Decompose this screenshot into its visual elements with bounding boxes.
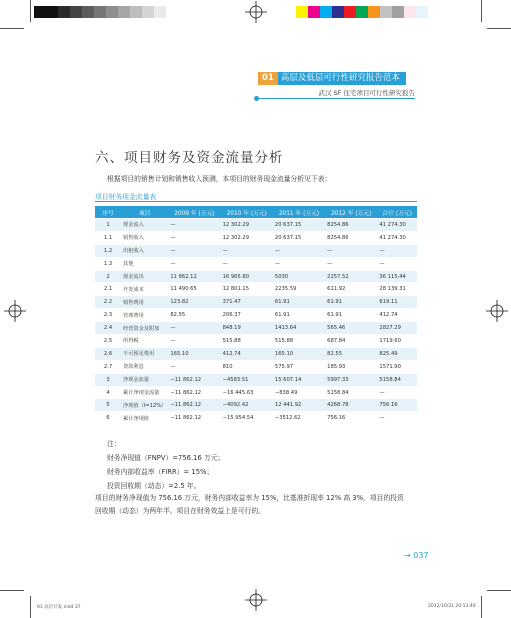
table-cell: −4092.42 (221, 399, 273, 412)
column-header: 2009 年 (万元) (168, 206, 220, 219)
table-row (95, 219, 417, 232)
crop-mark (0, 590, 24, 591)
color-swatch (142, 6, 154, 18)
table-cell: 28 139.31 (377, 283, 417, 296)
color-swatch (356, 6, 368, 18)
table-cell: 61.91 (325, 296, 377, 309)
color-swatch (368, 6, 380, 18)
table-cell: 371.47 (221, 296, 273, 309)
table-cell: 848.19 (221, 322, 273, 335)
note-firr: 财务内部收益率（FIRR）= 15%； (107, 468, 214, 476)
crop-mark (481, 596, 482, 618)
table-row (95, 283, 417, 296)
table-cell: 515.88 (221, 335, 273, 348)
table-cell: −11 862.12 (168, 399, 220, 412)
table-cell: 15 607.14 (273, 373, 325, 386)
table-cell: 5 (95, 399, 121, 412)
conclusion-paragraph (95, 492, 417, 518)
table-cell: 61.91 (273, 309, 325, 322)
table-cell: 5158.84 (377, 373, 417, 386)
color-swatch (332, 6, 344, 18)
table-cell: — (325, 257, 377, 270)
table-cell: 销售收入 (121, 231, 168, 244)
table-cell: 810 (221, 360, 273, 373)
table-cell: 3 (95, 373, 121, 386)
table-cell: 2.5 (95, 335, 121, 348)
table-cell: 1.1 (95, 231, 121, 244)
column-header: 合计 (万元) (377, 206, 417, 219)
table-cell: −838.49 (273, 386, 325, 399)
table-cell: 206.37 (221, 309, 273, 322)
table-cell: 12 302.29 (221, 231, 273, 244)
table-cell: 5030 (273, 270, 325, 283)
table-cell: 16 965.80 (221, 270, 273, 283)
table-cell: 2.6 (95, 347, 121, 360)
table-cell: 165.10 (273, 347, 325, 360)
table-cell: −11 862.12 (168, 373, 220, 386)
intro-paragraph: 根据项目的销售计划和销售收入预测，本项目的财务现金流量分析见下表： (107, 175, 332, 183)
column-header: 项目 (121, 206, 168, 219)
table-cell: — (377, 257, 417, 270)
table-header-row (95, 206, 417, 219)
table-cell: 1571.90 (377, 360, 417, 373)
table-cell: 11 490.65 (168, 283, 220, 296)
color-swatch (58, 6, 70, 18)
color-swatch (46, 6, 58, 18)
table-cell: 687.84 (325, 335, 377, 348)
table-cell: 12 441.92 (273, 399, 325, 412)
note-fnpv: 财务净现值（FNPV）=756.16 万元； (107, 454, 225, 462)
color-swatch (296, 6, 308, 18)
table-row (95, 347, 417, 360)
table-cell: — (273, 244, 325, 257)
table-cell: 82.55 (168, 309, 220, 322)
table-cell: 2235.59 (273, 283, 325, 296)
table-cell: — (168, 244, 220, 257)
table-cell: 现金流入 (121, 219, 168, 232)
color-swatch (94, 6, 106, 18)
table-title-rule (95, 201, 417, 202)
registration-mark-right (486, 300, 508, 322)
table-cell: 4 (95, 386, 121, 399)
color-swatch (320, 6, 332, 18)
color-swatch (392, 6, 404, 18)
conclusion-line-1: 项目的财务净现值为 756.16 万元，财务内部收益率为 15%，比基准折现率 12% 高 3%，项目的投资 (95, 494, 404, 502)
table-cell: 累计净现值 (121, 412, 168, 425)
crop-mark (30, 596, 31, 618)
color-swatch (34, 6, 46, 18)
table-cell: — (273, 257, 325, 270)
table-row (95, 309, 417, 322)
table-cell: 现金流出 (121, 270, 168, 283)
table-cell: — (221, 257, 273, 270)
table-cell: 其他 (121, 257, 168, 270)
table-row (95, 322, 417, 335)
table-cell: 611.92 (325, 283, 377, 296)
table-cell: 82.55 (325, 347, 377, 360)
table-title: 项目财务现金流量表 (95, 193, 157, 201)
table-cell: 1719.60 (377, 335, 417, 348)
chapter-number: 01 (258, 72, 278, 85)
color-swatch (70, 6, 82, 18)
note-payback: 投资回收期（动态）=2.5 年。 (107, 482, 201, 490)
table-row (95, 373, 417, 386)
table-cell: — (221, 244, 273, 257)
table-cell: — (168, 335, 220, 348)
table-cell: 8254.86 (325, 219, 377, 232)
table-cell: 4268.78 (325, 399, 377, 412)
table-cell: 管理费用 (121, 309, 168, 322)
table-cell: 2827.29 (377, 322, 417, 335)
table-cell: 净现值（I=12%） (121, 399, 168, 412)
crop-mark (30, 0, 31, 22)
table-cell: 756.16 (325, 412, 377, 425)
color-swatch (404, 6, 416, 18)
slug-timestamp: 2012/10/31 20:13:40 (428, 604, 476, 609)
table-cell: 销售费用 (121, 296, 168, 309)
table-cell: −3512.62 (273, 412, 325, 425)
table-cell: 净现金流量 (121, 373, 168, 386)
table-cell: 61.91 (325, 309, 377, 322)
table-row (95, 257, 417, 270)
slug-file-name: 01 高层开发.indd 37 (37, 605, 81, 610)
table-cell: 2.7 (95, 360, 121, 373)
table-cell: 2 (95, 270, 121, 283)
registration-mark-bottom (245, 589, 267, 611)
table-cell: 412.74 (377, 309, 417, 322)
table-cell: 2.3 (95, 309, 121, 322)
table-cell: 2257.52 (325, 270, 377, 283)
table-row (95, 335, 417, 348)
table-cell: 经营资金及附加 (121, 322, 168, 335)
table-cell: 61.91 (273, 296, 325, 309)
table-cell: 575.97 (273, 360, 325, 373)
column-header: 2011 年 (万元) (273, 206, 325, 219)
table-cell: 756.16 (377, 399, 417, 412)
table-cell: 2.4 (95, 322, 121, 335)
table-cell: −16 445.63 (221, 386, 273, 399)
chapter-header-tag (258, 72, 406, 85)
page-number: → 037 (404, 551, 429, 560)
table-cell: 1 (95, 219, 121, 232)
table-cell: 20 637.15 (273, 219, 325, 232)
table-cell: 累计净现金流量 (121, 386, 168, 399)
section-title: 六、项目财务及资金流量分析 (95, 150, 284, 166)
column-header: 2010 年 (万元) (221, 206, 273, 219)
table-row (95, 360, 417, 373)
table-cell: 12 302.29 (221, 219, 273, 232)
registration-mark-top (245, 1, 267, 23)
color-swatch (416, 6, 428, 18)
table-cell: 11 862.12 (168, 270, 220, 283)
table-cell: 2.2 (95, 296, 121, 309)
table-row (95, 296, 417, 309)
table-cell: −15 954.54 (221, 412, 273, 425)
chapter-title: 高层及低层可行性研究报告范本 (280, 73, 400, 83)
table-cell: 贷款利息 (121, 360, 168, 373)
registration-mark-left (4, 300, 26, 322)
table-cell: 1.2 (95, 244, 121, 257)
table-cell: 185.93 (325, 360, 377, 373)
crop-mark (487, 590, 511, 591)
color-swatch (380, 6, 392, 18)
table-cell: 出租收入 (121, 244, 168, 257)
crop-mark (0, 28, 24, 29)
table-cell: −11 862.12 (168, 386, 220, 399)
table-row (95, 231, 417, 244)
table-cell: — (168, 231, 220, 244)
table-cell: 515.88 (273, 335, 325, 348)
table-cell: 6 (95, 412, 121, 425)
table-cell: −4583.51 (221, 373, 273, 386)
table-cell: 123.82 (168, 296, 220, 309)
conclusion-line-2: 回收期（动态）为两年半。项目在财务效益上是可行的。 (95, 507, 265, 515)
cash-flow-table (95, 206, 417, 425)
color-swatch (130, 6, 142, 18)
table-row (95, 244, 417, 257)
table-cell: 8254.86 (325, 231, 377, 244)
table-row (95, 386, 417, 399)
color-swatch (106, 6, 118, 18)
table-cell: 不可预见费用 (121, 347, 168, 360)
chapter-subtitle: 武汉 SF 住宅项目可行性研究报告 (318, 89, 415, 97)
table-cell: — (377, 244, 417, 257)
table-cell: 开发成本 (121, 283, 168, 296)
header-rule (258, 98, 415, 99)
table-row (95, 399, 417, 412)
table-cell: 20 637.15 (273, 231, 325, 244)
color-swatch (308, 6, 320, 18)
color-swatch (154, 6, 166, 18)
table-cell: 41 274.30 (377, 231, 417, 244)
table-cell: — (168, 322, 220, 335)
table-cell: 36 115.44 (377, 270, 417, 283)
table-cell: 5158.84 (325, 386, 377, 399)
table-cell: 2.1 (95, 283, 121, 296)
table-cell: 1413.64 (273, 322, 325, 335)
table-cell: 41 274.30 (377, 219, 417, 232)
process-color-bar (296, 6, 428, 18)
table-body (95, 219, 417, 425)
table-cell: 1.3 (95, 257, 121, 270)
table-cell: — (377, 386, 417, 399)
table-cell: 825.49 (377, 347, 417, 360)
color-swatch (118, 6, 130, 18)
table-cell: 所得税 (121, 335, 168, 348)
table-cell: 565.46 (325, 322, 377, 335)
color-swatch (82, 6, 94, 18)
grayscale-color-bar (34, 6, 166, 18)
notes-label: 注： (107, 440, 121, 448)
table-cell: 12 801.15 (221, 283, 273, 296)
table-cell: 165.10 (168, 347, 220, 360)
table-row (95, 270, 417, 283)
table-cell: −11 862.12 (168, 412, 220, 425)
table-cell: — (168, 360, 220, 373)
table-cell: 5997.33 (325, 373, 377, 386)
crop-mark (481, 0, 482, 22)
column-header: 序号 (95, 206, 121, 219)
color-swatch (344, 6, 356, 18)
table-cell: 412.74 (221, 347, 273, 360)
column-header: 2012 年 (万元) (325, 206, 377, 219)
table-cell: 619.11 (377, 296, 417, 309)
table-cell: — (377, 412, 417, 425)
table-cell: — (168, 219, 220, 232)
table-cell: — (325, 244, 377, 257)
table-row (95, 412, 417, 425)
table-cell: — (168, 257, 220, 270)
crop-mark (487, 28, 511, 29)
